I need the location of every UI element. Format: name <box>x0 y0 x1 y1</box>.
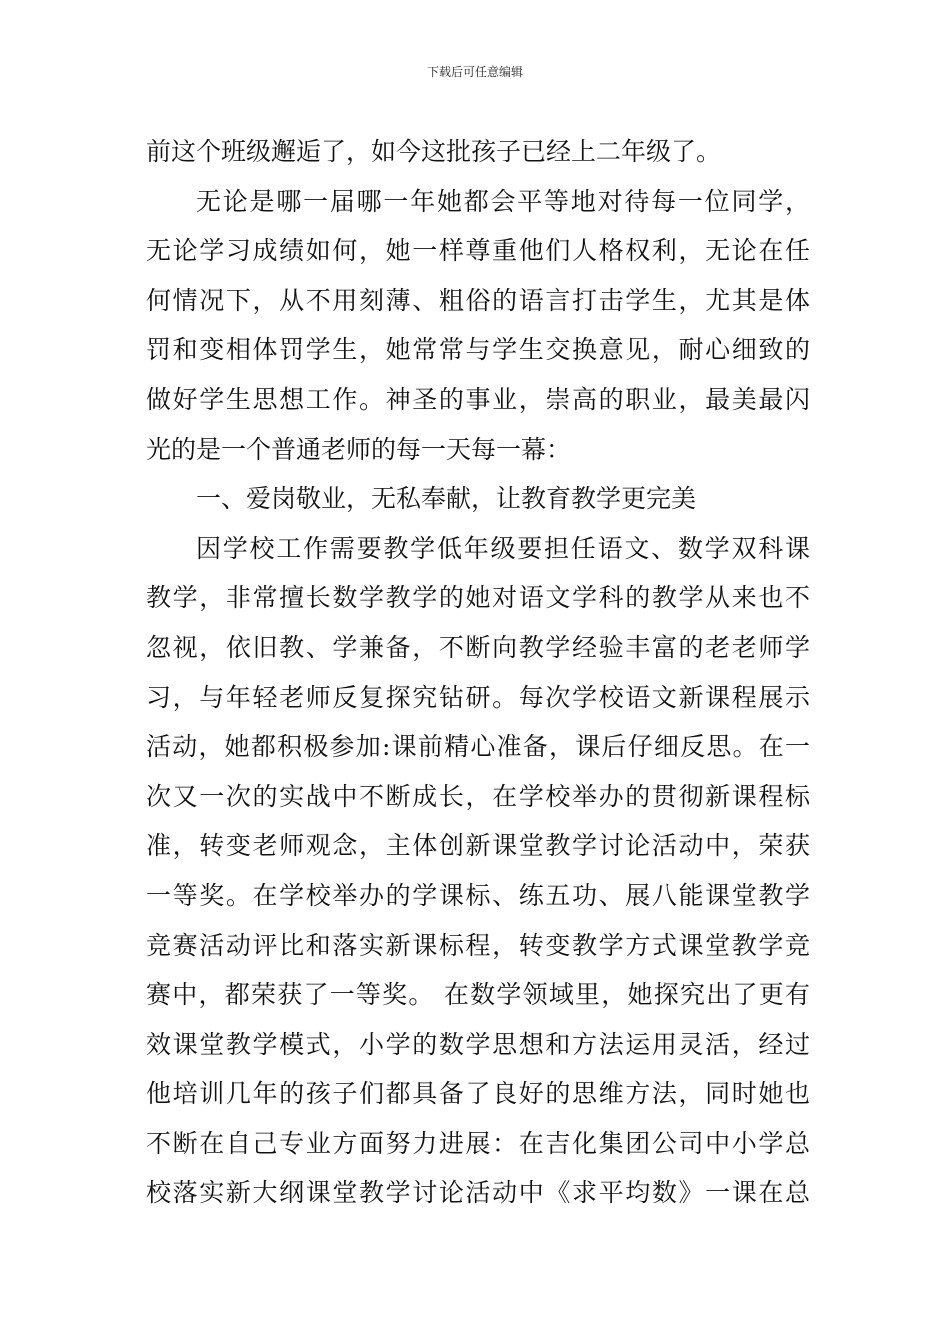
text-line: 赛中，都荣获了一等奖。 在数学领域里，她探究出了更有 <box>146 980 810 1010</box>
text-line: 忽视，依旧教、学兼备，不断向教学经验丰富的老老师学 <box>146 632 810 662</box>
text-line: 教学，非常擅长数学教学的她对语文学科的教学从来也不 <box>146 583 810 613</box>
text-line: 前这个班级邂逅了，如今这批孩子已经上二年级了。 <box>146 137 722 166</box>
text-line: 何情况下，从不用刻薄、粗俗的语言打击学生，尤其是体 <box>146 285 810 315</box>
text-line: 无论学习成绩如何，她一样尊重他们人格权利，无论在任 <box>146 236 810 266</box>
text-line: 竞赛活动评比和落实新课标程，转变教学方式课堂教学竞 <box>146 930 810 960</box>
text-line: 次又一次的实战中不断成长，在学校举办的贯彻新课程标 <box>146 781 810 811</box>
body-text <box>146 127 810 1218</box>
text-line: 罚和变相体罚学生，她常常与学生交换意见，耐心细致的 <box>146 335 810 365</box>
text-line: 不断在自己专业方面努力进展：在吉化集团公司中小学总 <box>146 1128 810 1158</box>
text-line: 一等奖。在学校举办的学课标、练五功、展八能课堂教学 <box>146 880 810 910</box>
text-line: 做好学生思想工作。神圣的事业，崇高的职业，最美最闪 <box>146 384 810 414</box>
page-header: 下载后可任意编辑 <box>426 65 523 79</box>
text-line: 光的是一个普通老师的每一天每一幕： <box>146 434 572 464</box>
text-line: 他培训几年的孩子们都具备了良好的思维方法，同时她也 <box>146 1079 810 1109</box>
paragraph-first-line: 因学校工作需要教学低年级要担任语文、数学双科课 <box>196 533 810 563</box>
text-line: 准，转变老师观念，主体创新课堂教学讨论活动中，荣获 <box>146 831 810 861</box>
paragraph-first-line: 无论是哪一届哪一年她都会平等地对待每一位同学， <box>196 186 810 216</box>
text-line: 校落实新大纲课堂教学讨论活动中《求平均数》一课在总 <box>146 1178 810 1208</box>
section-heading: 一、爱岗敬业，无私奉献，让教育教学更完美 <box>196 484 697 514</box>
text-line: 效课堂教学模式，小学的数学思想和方法运用灵活，经过 <box>146 1029 810 1059</box>
text-line: 习，与年轻老师反复探究钻研。每次学校语文新课程展示 <box>146 682 810 712</box>
text-line: 活动，她都积极参加:课前精心准备，课后仔细反思。在一 <box>146 732 810 762</box>
